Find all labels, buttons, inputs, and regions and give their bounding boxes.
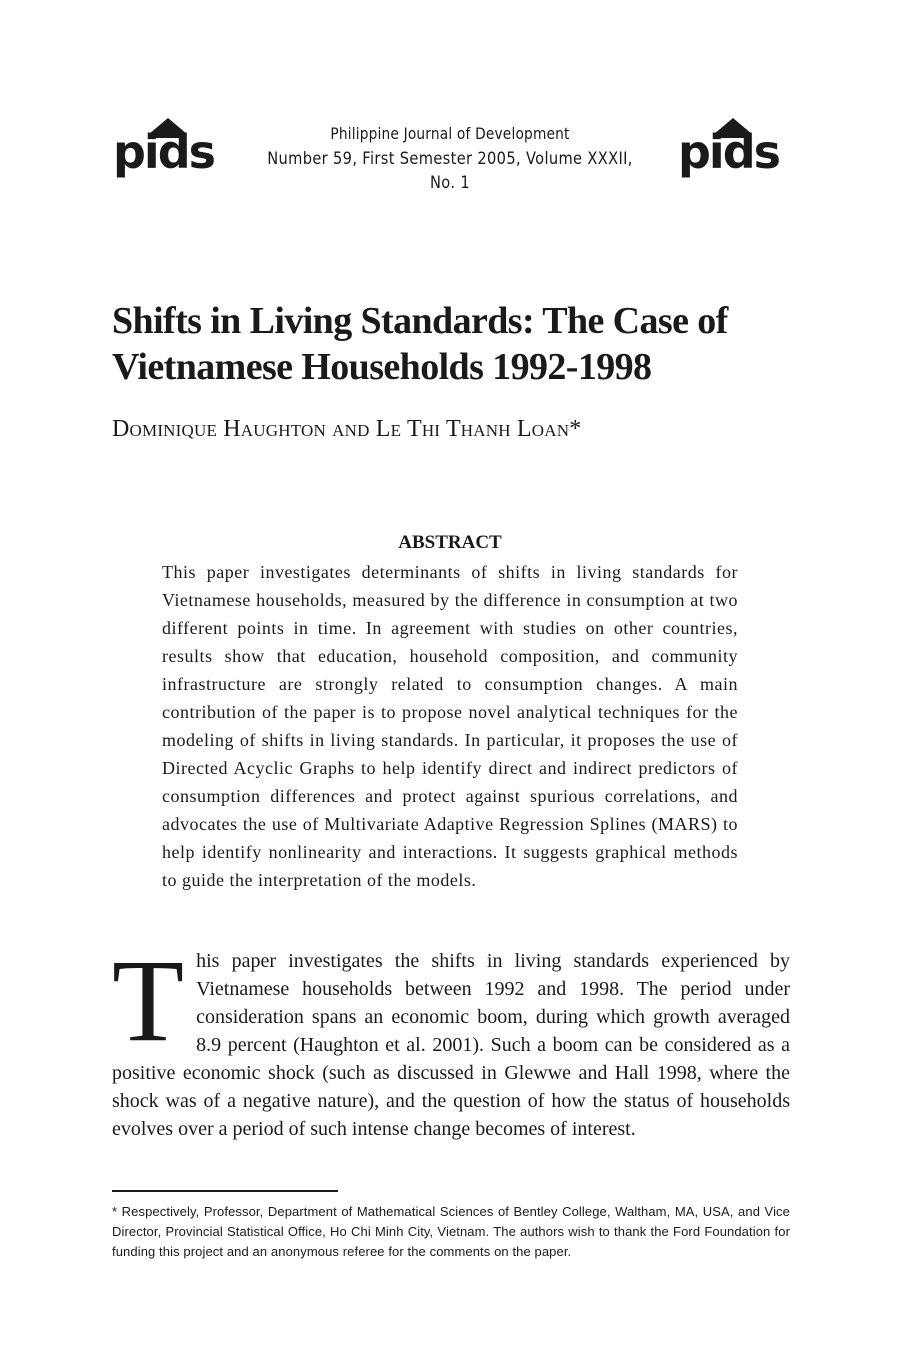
pids-logo-right bbox=[678, 118, 788, 179]
journal-name: Philippine Journal of Development bbox=[330, 124, 570, 143]
drop-cap: T bbox=[112, 935, 185, 1066]
paper-authors: Dominique Haughton and Le Thi Thanh Loan* bbox=[112, 416, 582, 442]
abstract-heading: ABSTRACT bbox=[398, 532, 502, 553]
footnote: * Respectively, Professor, Department of Mathematical Sciences of Bentley College, Waltham, MA, USA, and Vice Director, Provincial Statistical Office, Ho Chi Minh City, Vietnam. The authors wish to thank the Ford Foundation for funding this project and an anonymous referee for the comments on the paper. bbox=[112, 1204, 790, 1259]
issue-line: Number 59, First Semester 2005, Volume XXXII, No. 1 bbox=[267, 149, 633, 193]
logo-wordmark: pids bbox=[113, 125, 215, 179]
journal-header bbox=[232, 124, 668, 195]
body-paragraph-text: his paper investigates the shifts in living standards experienced by Vietnamese households between 1992 and 1998. The period under consideration spans an economic boom, during which growth averaged 8.9 percent (Haughton et al. 2001). Such a boom can be considered as a positive economic shock (such as discussed in Glewwe and Hall 1998, where the shock was of a negative nature), and the question of how the status of households evolves over a period of such intense change becomes of interest. bbox=[112, 950, 790, 1140]
abstract-text: This paper investigates determinants of shifts in living standards for Vietnamese households, measured by the difference in consumption at two different points in time. In agreement with studies on other countries, results show that education, household composition, and community infrastructure are strongly related to consumption changes. A main contribution of the paper is to propose novel analytical techniques for the modeling of shifts in living standards. In particular, it proposes the use of Directed Acyclic Graphs to help identify direct and indirect predictors of consumption differences and protect against spurious correlations, and advocates the use of Multivariate Adaptive Regression Splines (MARS) to help identify nonlinearity and interactions. It suggests graphical methods to guide the interpretation of the models. bbox=[162, 562, 738, 890]
footnote-rule bbox=[112, 1190, 338, 1192]
pids-logo-left bbox=[113, 118, 223, 179]
body-paragraph bbox=[112, 935, 790, 1143]
paper-title: Shifts in Living Standards: The Case of Vietnamese Households 1992-1998 bbox=[112, 300, 728, 388]
logo-wordmark: pids bbox=[678, 125, 780, 179]
